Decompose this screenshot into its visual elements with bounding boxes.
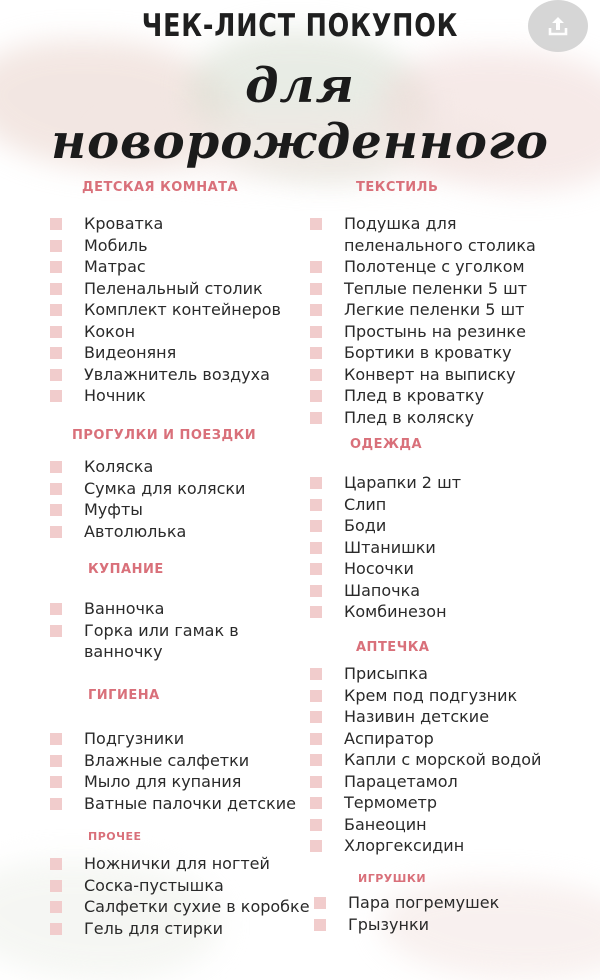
heading-nursery: ДЕТСКАЯ КОМНАТА [82, 180, 239, 195]
checklist-item[interactable]: Теплые пеленки 5 шт [310, 278, 536, 300]
checklist-item[interactable]: Крем под подгузник [310, 685, 541, 707]
checklist-item[interactable]: Носочки [310, 558, 461, 580]
checklist-item[interactable]: Сумка для коляски [50, 478, 245, 500]
checklist-item[interactable]: Мыло для купания [50, 771, 296, 793]
checklist-item[interactable]: Салфетки сухие в коробке [50, 896, 310, 918]
checklist-item[interactable]: Кокон [50, 321, 281, 343]
checklist-item[interactable]: Увлажнитель воздуха [50, 364, 281, 386]
textile-list [310, 213, 536, 428]
checklist-item[interactable]: Пара погремушек [314, 892, 499, 914]
checklist-item[interactable]: Видеоняня [50, 342, 281, 364]
checklist-item[interactable]: Полотенце с уголком [310, 256, 536, 278]
checklist-item[interactable]: Хлоргексидин [310, 835, 541, 857]
heading-toys: ИГРУШКИ [358, 872, 427, 885]
upload-icon [545, 13, 571, 39]
checklist-item[interactable]: Слип [310, 494, 461, 516]
checklist-item[interactable]: Мобиль [50, 235, 281, 257]
upload-button[interactable] [528, 0, 588, 52]
checklist-item[interactable]: Соска-пустышка [50, 875, 310, 897]
page-subtitle: для новорожденного [51, 58, 549, 170]
toys-list [314, 892, 499, 935]
checklist-item[interactable]: Влажные салфетки [50, 750, 296, 772]
checklist-item[interactable]: Кроватка [50, 213, 281, 235]
checklist-item[interactable]: Плед в кроватку [310, 385, 536, 407]
checklist-item[interactable]: Парацетамол [310, 771, 541, 793]
other-list [50, 853, 310, 939]
heading-hygiene: ГИГИЕНА [88, 688, 160, 703]
checklist-item[interactable]: Аспиратор [310, 728, 541, 750]
clothes-list [310, 472, 461, 623]
hygiene-list [50, 728, 296, 814]
checklist-item[interactable]: Матрас [50, 256, 281, 278]
checklist-item[interactable]: Комплект контейнеров [50, 299, 281, 321]
checklist-item[interactable]: Присыпка [310, 663, 541, 685]
heading-textile: ТЕКСТИЛЬ [356, 180, 439, 195]
checklist-item[interactable]: Коляска [50, 456, 245, 478]
checklist-item[interactable]: Грызунки [314, 914, 499, 936]
checklist-item[interactable]: Подгузники [50, 728, 296, 750]
checklist-item[interactable]: Боди [310, 515, 461, 537]
page-title: ЧЕК-ЛИСТ ПОКУПОК [141, 8, 459, 44]
heading-bathing: КУПАНИЕ [88, 562, 164, 577]
checklist-item[interactable]: Конверт на выписку [310, 364, 536, 386]
checklist-item[interactable]: Ватные палочки детские [50, 793, 296, 815]
checklist-item[interactable]: Банеоцин [310, 814, 541, 836]
heading-walks: ПРОГУЛКИ И ПОЕЗДКИ [72, 428, 257, 443]
checklist-item[interactable]: Капли с морской водой [310, 749, 541, 771]
checklist-item[interactable]: пеленального столика [344, 235, 536, 255]
checklist-item[interactable]: Ванночка [50, 598, 239, 620]
checklist-item[interactable]: Гель для стирки [50, 918, 310, 940]
checklist-item[interactable]: Простынь на резинке [310, 321, 536, 343]
checklist-item[interactable]: Плед в коляску [310, 407, 536, 429]
checklist-item[interactable]: Бортики в кроватку [310, 342, 536, 364]
checklist-item[interactable]: Штанишки [310, 537, 461, 559]
checklist-item[interactable]: Муфты [50, 499, 245, 521]
walks-list [50, 456, 245, 542]
heading-clothes: ОДЕЖДА [350, 437, 423, 452]
checklist-item[interactable]: Термометр [310, 792, 541, 814]
checklist-item[interactable]: Ночник [50, 385, 281, 407]
nursery-list [50, 213, 281, 407]
checklist-item[interactable]: Шапочка [310, 580, 461, 602]
heading-other: ПРОЧЕЕ [88, 830, 142, 843]
checklist-item[interactable]: Комбинезон [310, 601, 461, 623]
checklist-item[interactable]: Подушка для [310, 213, 536, 235]
bathing-list [50, 598, 239, 663]
checklist-item[interactable]: Пеленальный столик [50, 278, 281, 300]
checklist-item[interactable]: Автолюлька [50, 521, 245, 543]
checklist-item[interactable]: Легкие пеленки 5 шт [310, 299, 536, 321]
checklist-item[interactable]: Царапки 2 шт [310, 472, 461, 494]
pharmacy-list [310, 663, 541, 857]
checklist-item[interactable]: ванночку [84, 642, 163, 661]
checklist-item[interactable]: Ножнички для ногтей [50, 853, 310, 875]
checklist-item[interactable]: Називин детские [310, 706, 541, 728]
checklist-item[interactable]: Горка или гамак в [50, 620, 239, 642]
heading-pharmacy: АПТЕЧКА [356, 640, 430, 655]
